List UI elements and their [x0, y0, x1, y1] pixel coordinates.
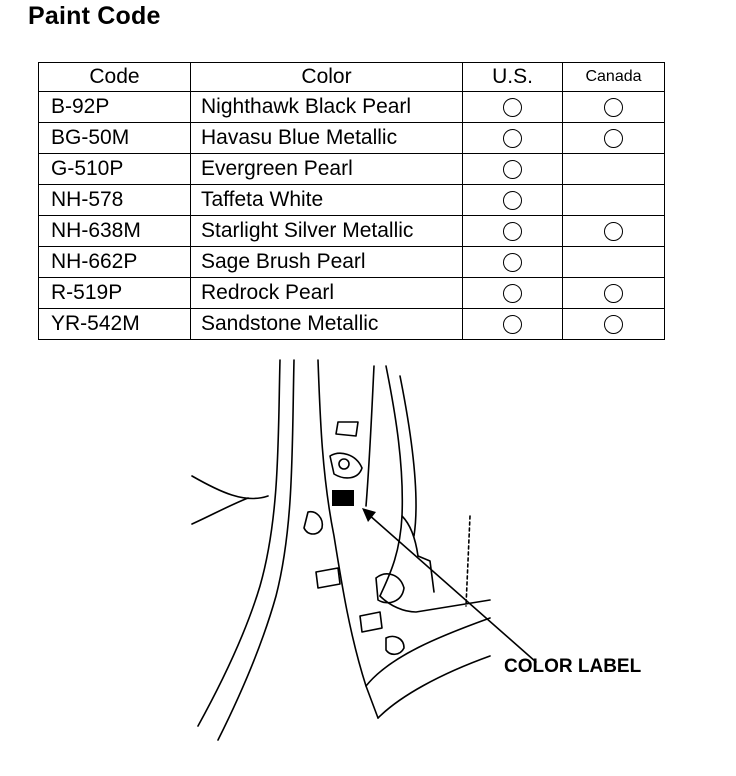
available-circle-icon — [503, 253, 522, 272]
paint-code-cell: NH-662P — [39, 247, 191, 278]
table-row — [39, 309, 665, 340]
column-header-color: Color — [191, 63, 463, 92]
color-name-cell: Nighthawk Black Pearl — [191, 92, 463, 123]
paint-code-cell: B-92P — [39, 92, 191, 123]
us-availability-cell — [463, 185, 563, 216]
color-name-cell: Sandstone Metallic — [191, 309, 463, 340]
available-circle-icon — [503, 160, 522, 179]
paint-code-cell: NH-578 — [39, 185, 191, 216]
available-circle-icon — [503, 129, 522, 148]
available-circle-icon — [604, 315, 623, 334]
column-header-us: U.S. — [463, 63, 563, 92]
color-label-callout: COLOR LABEL — [504, 656, 642, 677]
us-availability-cell — [463, 278, 563, 309]
color-name-cell: Evergreen Pearl — [191, 154, 463, 185]
us-availability-cell — [463, 247, 563, 278]
page-title: Paint Code — [28, 2, 161, 30]
available-circle-icon — [604, 222, 623, 241]
table-row — [39, 123, 665, 154]
us-availability-cell — [463, 154, 563, 185]
canada-availability-cell — [563, 185, 665, 216]
canada-availability-cell — [563, 216, 665, 247]
us-availability-cell — [463, 92, 563, 123]
canada-availability-cell — [563, 154, 665, 185]
paint-code-cell: YR-542M — [39, 309, 191, 340]
us-availability-cell — [463, 123, 563, 154]
table-header-row — [39, 63, 665, 92]
paint-code-table — [38, 62, 665, 340]
table-row — [39, 247, 665, 278]
us-availability-cell — [463, 309, 563, 340]
available-circle-icon — [503, 191, 522, 210]
table-row — [39, 216, 665, 247]
table-row — [39, 154, 665, 185]
available-circle-icon — [604, 284, 623, 303]
column-header-code: Code — [39, 63, 191, 92]
us-availability-cell — [463, 216, 563, 247]
paint-code-cell: BG-50M — [39, 123, 191, 154]
canada-availability-cell — [563, 247, 665, 278]
available-circle-icon — [503, 98, 522, 117]
color-name-cell: Havasu Blue Metallic — [191, 123, 463, 154]
color-name-cell: Redrock Pearl — [191, 278, 463, 309]
available-circle-icon — [604, 129, 623, 148]
canada-availability-cell — [563, 309, 665, 340]
table-row — [39, 185, 665, 216]
door-pillar-diagram — [190, 356, 690, 776]
color-name-cell: Taffeta White — [191, 185, 463, 216]
color-label-patch — [332, 490, 354, 506]
available-circle-icon — [503, 315, 522, 334]
available-circle-icon — [503, 222, 522, 241]
canada-availability-cell — [563, 123, 665, 154]
available-circle-icon — [503, 284, 522, 303]
table-row — [39, 278, 665, 309]
color-name-cell: Sage Brush Pearl — [191, 247, 463, 278]
canada-availability-cell — [563, 278, 665, 309]
column-header-canada: Canada — [563, 63, 665, 92]
paint-code-cell: G-510P — [39, 154, 191, 185]
table-row — [39, 92, 665, 123]
available-circle-icon — [604, 98, 623, 117]
paint-code-cell: NH-638M — [39, 216, 191, 247]
canada-availability-cell — [563, 92, 665, 123]
color-name-cell: Starlight Silver Metallic — [191, 216, 463, 247]
paint-code-cell: R-519P — [39, 278, 191, 309]
